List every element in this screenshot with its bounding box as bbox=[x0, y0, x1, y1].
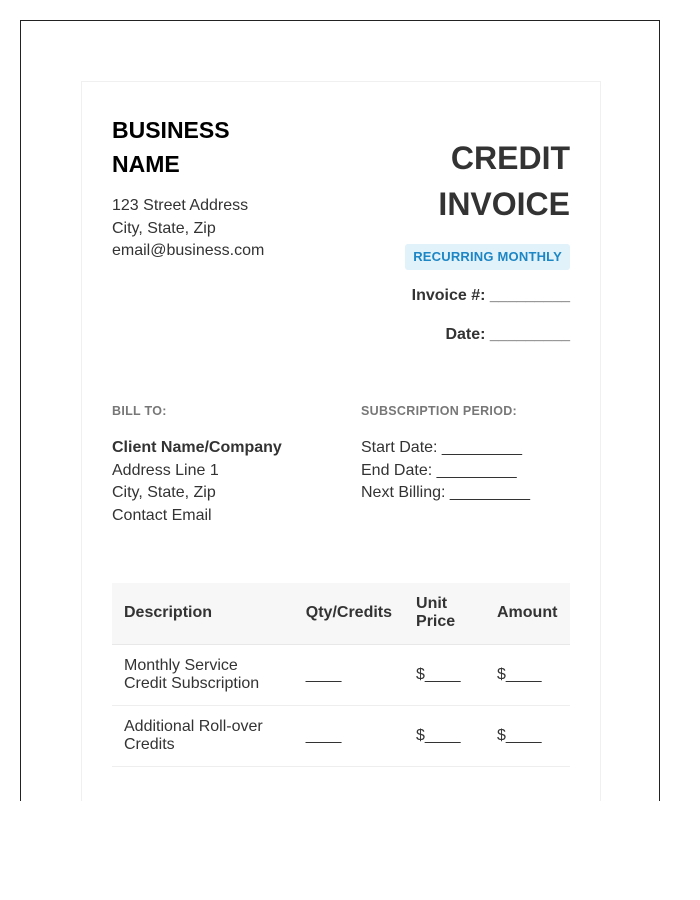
row-unit-price: $____ bbox=[404, 705, 485, 766]
row-qty: ____ bbox=[294, 705, 404, 766]
business-street: 123 Street Address bbox=[112, 197, 249, 214]
start-date: Start Date: _________ bbox=[361, 439, 523, 456]
next-billing: Next Billing: _________ bbox=[361, 484, 531, 501]
bill-to-label: BILL TO: bbox=[112, 404, 167, 418]
row-unit-price: $____ bbox=[404, 644, 485, 705]
business-email: email@business.com bbox=[112, 242, 265, 259]
client-name: Client Name/Company bbox=[112, 439, 282, 456]
bill-to-block bbox=[112, 437, 282, 527]
invoice-number: Invoice #: _________ bbox=[411, 287, 570, 304]
row-amount: $____ bbox=[485, 705, 570, 766]
header-description: Description bbox=[112, 583, 294, 644]
client-city: City, State, Zip bbox=[112, 484, 216, 501]
header-qty: Qty/Credits bbox=[294, 583, 404, 644]
subscription-block bbox=[361, 437, 530, 505]
invoice-title: CREDIT INVOICE bbox=[438, 140, 570, 222]
business-name: BUSINESS NAME bbox=[112, 117, 230, 177]
business-address bbox=[112, 195, 264, 263]
row-qty: ____ bbox=[294, 644, 404, 705]
line-items-table bbox=[112, 583, 570, 767]
client-email: Contact Email bbox=[112, 506, 212, 524]
row-amount: $____ bbox=[485, 644, 570, 705]
table-row bbox=[112, 644, 570, 705]
client-address: Address Line 1 bbox=[112, 461, 219, 479]
row-description: Monthly Service Credit Subscription bbox=[112, 644, 294, 705]
subscription-period-label: SUBSCRIPTION PERIOD: bbox=[361, 404, 518, 418]
header-unit-price: Unit Price bbox=[404, 583, 485, 644]
invoice-date: Date: _________ bbox=[445, 326, 570, 343]
business-city: City, State, Zip bbox=[112, 219, 216, 237]
header-amount: Amount bbox=[485, 583, 570, 644]
end-date: End Date: _________ bbox=[361, 461, 517, 479]
table-header-row bbox=[112, 583, 570, 644]
recurring-badge: RECURRING MONTHLY bbox=[405, 244, 570, 270]
table-row bbox=[112, 705, 570, 766]
row-description: Additional Roll-over Credits bbox=[112, 705, 294, 766]
